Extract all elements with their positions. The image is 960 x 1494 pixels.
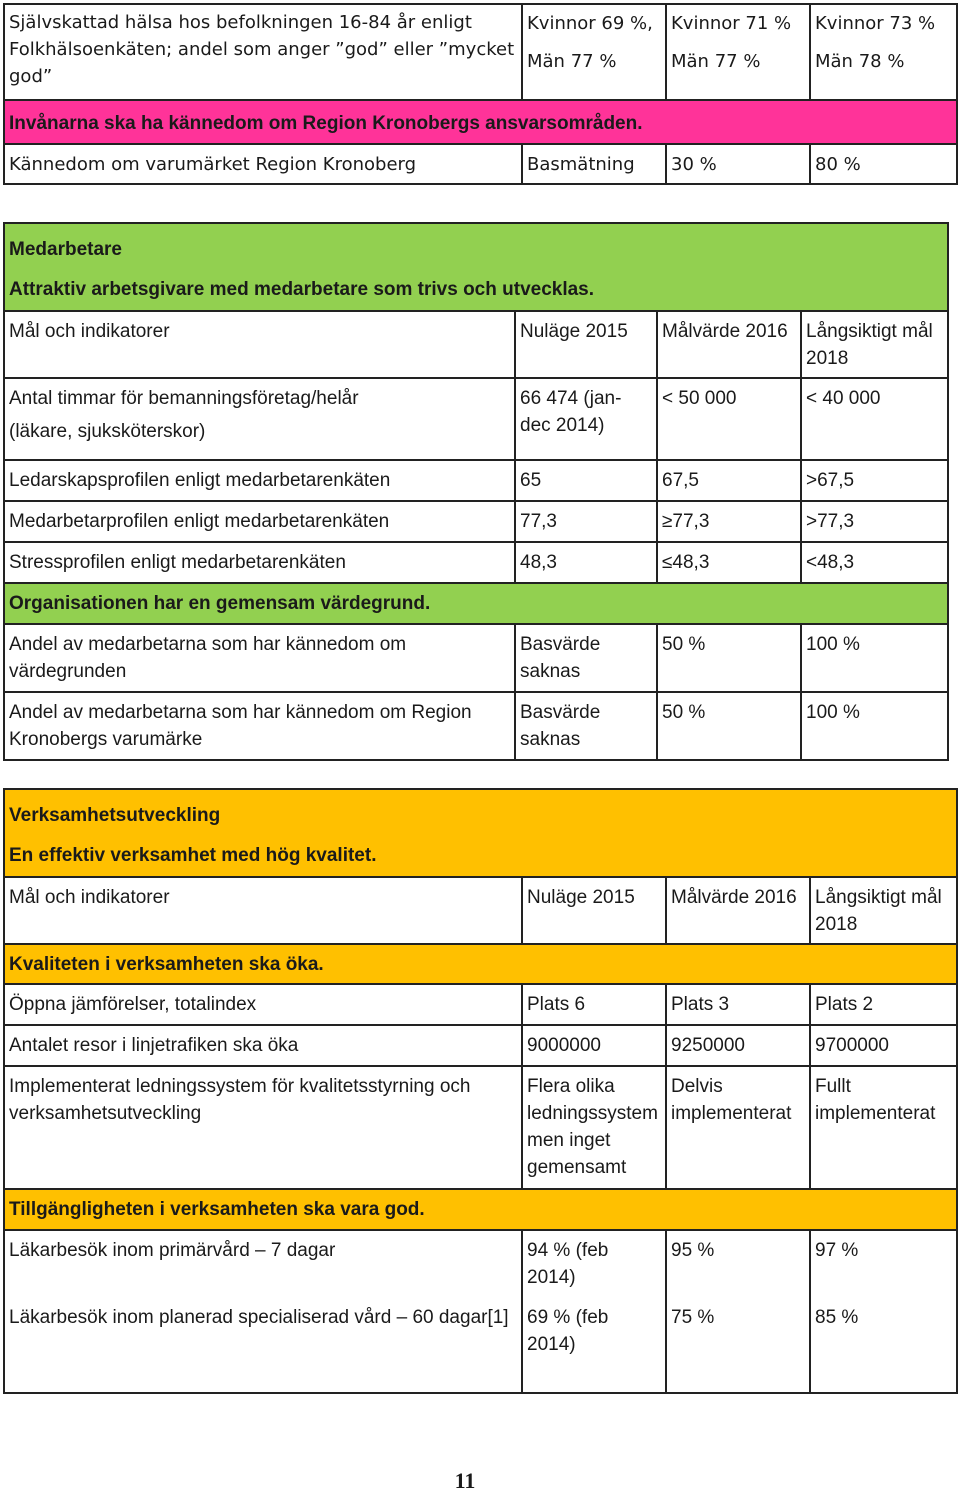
row-long-term: <48,3 bbox=[801, 542, 948, 583]
table-row bbox=[4, 542, 948, 583]
table-employees bbox=[3, 222, 949, 761]
row-label-line2: (läkare, sjuksköterskor) bbox=[9, 421, 206, 442]
row-target-2016: ≤48,3 bbox=[657, 542, 801, 583]
goal-banner: Invånarna ska ha kännedom om Region Kronobergs ansvarsområden. bbox=[4, 100, 957, 144]
row-long-term: 100 % bbox=[801, 692, 948, 760]
quality-goal: Kvaliteten i verksamheten ska öka. bbox=[4, 944, 957, 984]
row-label: Antalet resor i linjetrafiken ska öka bbox=[4, 1025, 522, 1066]
row-long-term: >67,5 bbox=[801, 460, 948, 501]
table-row bbox=[4, 144, 957, 184]
table-row bbox=[4, 692, 948, 760]
table-region-awareness bbox=[3, 3, 958, 185]
row-target-2016: Delvis implementerat bbox=[666, 1066, 810, 1189]
row-target-2016: Plats 3 bbox=[666, 984, 810, 1025]
row-target-2016: 67,5 bbox=[657, 460, 801, 501]
brand-target-2016: 30 % bbox=[666, 144, 810, 184]
row-label: Andel av medarbetarna som har kännedom om Region Kronobergs varumärke bbox=[4, 692, 515, 760]
health-long-men: Män 78 % bbox=[815, 51, 905, 72]
row-label: Medarbetarprofilen enligt medarbetarenkäten bbox=[4, 501, 515, 542]
row-label: Ledarskapsprofilen enligt medarbetarenkäten bbox=[4, 460, 515, 501]
header-current: Nuläge 2015 bbox=[515, 311, 657, 378]
row-current: 77,3 bbox=[515, 501, 657, 542]
row-label: Läkarbesök inom primärvård – 7 dagar bbox=[4, 1230, 522, 1298]
goal-row bbox=[4, 944, 957, 984]
health-current-women: Kvinnor 69 %, bbox=[527, 13, 653, 34]
brand-long-term: 80 % bbox=[810, 144, 957, 184]
row-label: Läkarbesök inom planerad specialiserad vård – 60 dagar[1] bbox=[4, 1298, 522, 1393]
header-long-term: Långsiktigt mål 2018 bbox=[801, 311, 948, 378]
table-header-row bbox=[4, 311, 948, 378]
table-row bbox=[4, 378, 948, 460]
row-label-line1: Antal timmar för bemanningsföretag/helår bbox=[9, 388, 359, 409]
health-long-term bbox=[810, 4, 957, 100]
table-operations bbox=[3, 788, 958, 1394]
operations-heading: Verksamhetsutveckling bbox=[9, 805, 221, 826]
table-row bbox=[4, 4, 957, 100]
row-long-term: Fullt implementerat bbox=[810, 1066, 957, 1189]
brand-current: Basmätning bbox=[522, 144, 666, 184]
row-long-term: 85 % bbox=[810, 1298, 957, 1393]
row-current: Plats 6 bbox=[522, 984, 666, 1025]
table-row bbox=[4, 1025, 957, 1066]
table-row bbox=[4, 1066, 957, 1189]
employees-heading-cell bbox=[4, 223, 948, 311]
health-long-women: Kvinnor 73 % bbox=[815, 13, 936, 34]
section-heading-row bbox=[4, 789, 957, 877]
header-target-2016: Målvärde 2016 bbox=[666, 877, 810, 944]
section-heading-row bbox=[4, 223, 948, 311]
row-target-2016: 50 % bbox=[657, 624, 801, 692]
row-current: 69 % (feb 2014) bbox=[522, 1298, 666, 1393]
employees-heading: Medarbetare bbox=[9, 239, 122, 260]
row-long-term: 97 % bbox=[810, 1230, 957, 1298]
table-row bbox=[4, 984, 957, 1025]
operations-heading-cell bbox=[4, 789, 957, 877]
table-row bbox=[4, 624, 948, 692]
row-long-term: 9700000 bbox=[810, 1025, 957, 1066]
row-label: Stressprofilen enligt medarbetarenkäten bbox=[4, 542, 515, 583]
row-long-term: >77,3 bbox=[801, 501, 948, 542]
row-target-2016: 75 % bbox=[666, 1298, 810, 1393]
table-row bbox=[4, 501, 948, 542]
row-label: Öppna jämförelser, totalindex bbox=[4, 984, 522, 1025]
header-label: Mål och indikatorer bbox=[4, 877, 522, 944]
operations-goal: En effektiv verksamhet med hög kvalitet. bbox=[9, 845, 377, 866]
table-row bbox=[4, 1230, 957, 1298]
table-header-row bbox=[4, 877, 957, 944]
row-current: Flera olika ledningssystem men inget gemensamt bbox=[522, 1066, 666, 1189]
row-current: 94 % (feb 2014) bbox=[522, 1230, 666, 1298]
row-target-2016: 95 % bbox=[666, 1230, 810, 1298]
table-row bbox=[4, 460, 948, 501]
row-label: Implementerat ledningssystem för kvalitetsstyrning och verksamhetsutveckling bbox=[4, 1066, 522, 1189]
page-number: 11 bbox=[454, 1468, 476, 1493]
row-current: 9000000 bbox=[522, 1025, 666, 1066]
row-label bbox=[4, 378, 515, 460]
health-current bbox=[522, 4, 666, 100]
row-current: Basvärde saknas bbox=[515, 692, 657, 760]
row-current: 66 474 (jan-dec 2014) bbox=[515, 378, 657, 460]
health-label: Självskattad hälsa hos befolkningen 16-84 år enligt Folkhälsoenkäten; andel som anger ”god” eller ”mycket god” bbox=[4, 4, 522, 100]
brand-label: Kännedom om varumärket Region Kronoberg bbox=[4, 144, 522, 184]
header-target-2016: Målvärde 2016 bbox=[657, 311, 801, 378]
row-target-2016: < 50 000 bbox=[657, 378, 801, 460]
row-current: 48,3 bbox=[515, 542, 657, 583]
table-row bbox=[4, 1298, 957, 1393]
header-label: Mål och indikatorer bbox=[4, 311, 515, 378]
row-long-term: Plats 2 bbox=[810, 984, 957, 1025]
health-current-men: Män 77 % bbox=[527, 51, 617, 72]
row-current: 65 bbox=[515, 460, 657, 501]
header-current: Nuläge 2015 bbox=[522, 877, 666, 944]
row-target-2016: 9250000 bbox=[666, 1025, 810, 1066]
row-long-term: < 40 000 bbox=[801, 378, 948, 460]
row-target-2016: ≥77,3 bbox=[657, 501, 801, 542]
row-label: Andel av medarbetarna som har kännedom om värdegrunden bbox=[4, 624, 515, 692]
health-target-women: Kvinnor 71 % bbox=[671, 13, 792, 34]
goal-row bbox=[4, 583, 948, 624]
header-long-term: Långsiktigt mål 2018 bbox=[810, 877, 957, 944]
row-long-term: 100 % bbox=[801, 624, 948, 692]
goal-row bbox=[4, 1189, 957, 1230]
health-target-2016 bbox=[666, 4, 810, 100]
values-goal: Organisationen har en gemensam värdegrund. bbox=[4, 583, 948, 624]
health-target-men: Män 77 % bbox=[671, 51, 761, 72]
employees-goal: Attraktiv arbetsgivare med medarbetare som trivs och utvecklas. bbox=[9, 279, 595, 300]
row-current: Basvärde saknas bbox=[515, 624, 657, 692]
goal-banner-row bbox=[4, 100, 957, 144]
access-goal: Tillgängligheten i verksamheten ska vara god. bbox=[4, 1189, 957, 1230]
row-target-2016: 50 % bbox=[657, 692, 801, 760]
